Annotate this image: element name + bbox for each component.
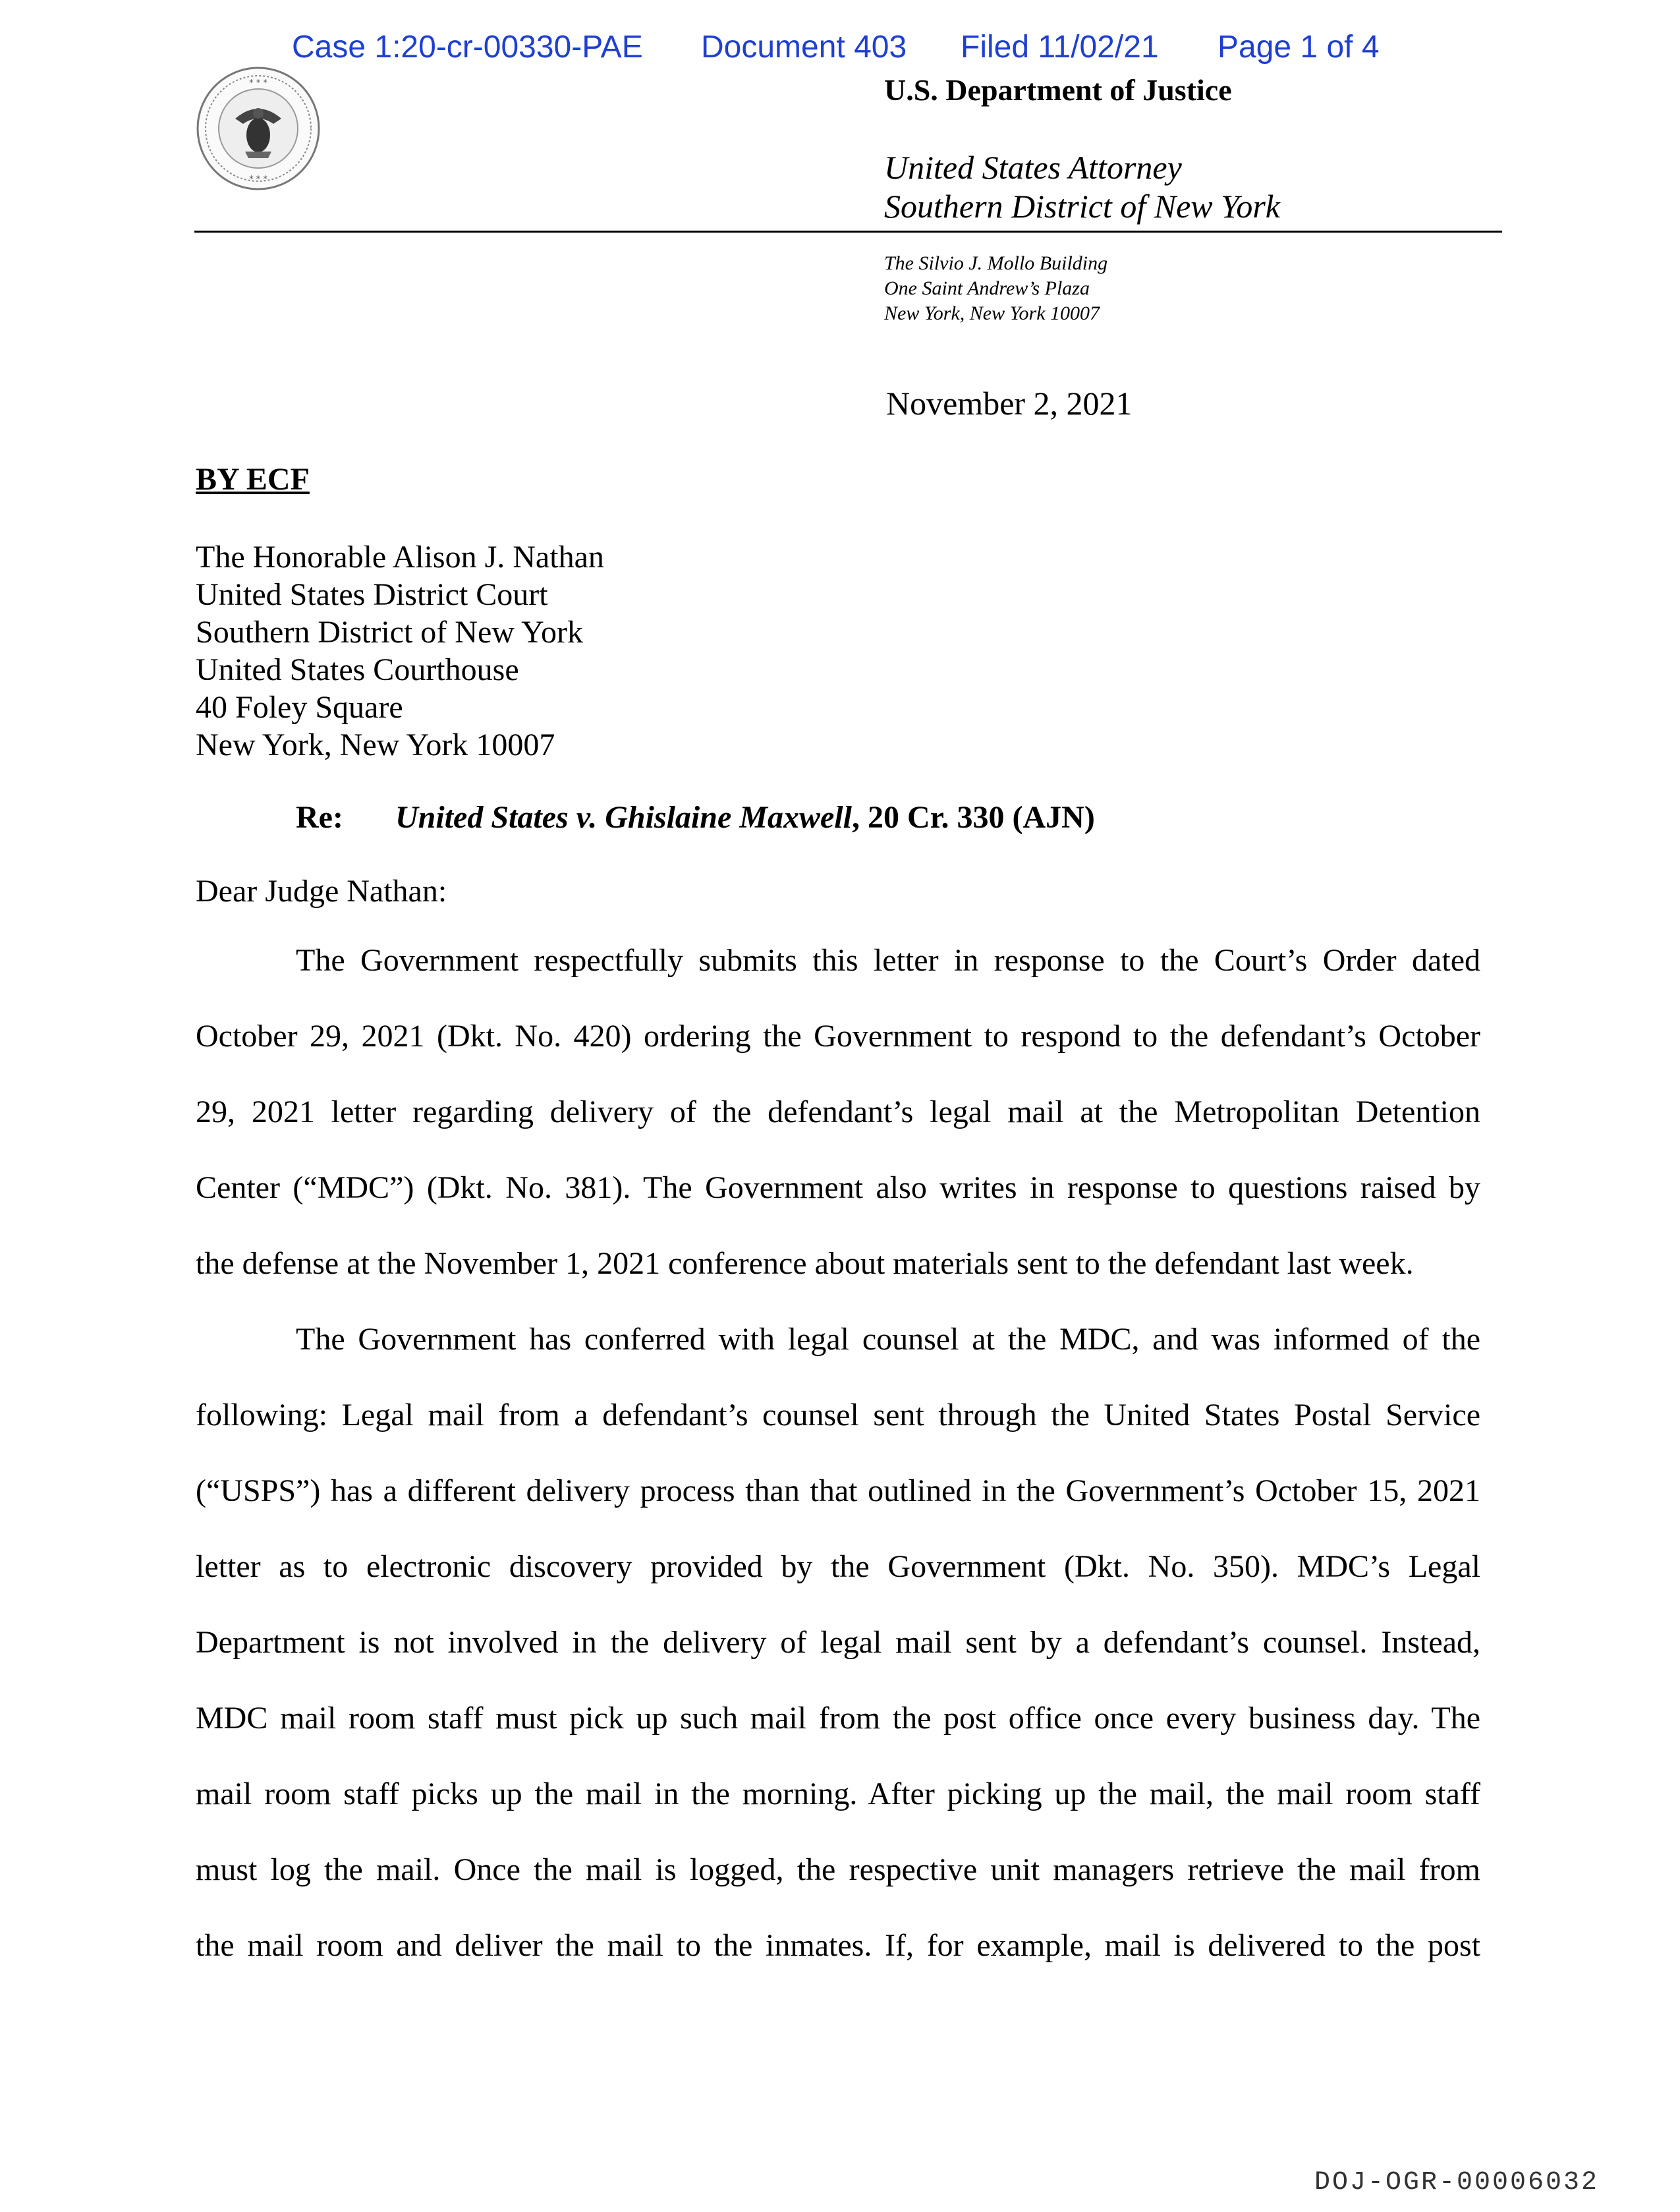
department-name: U.S. Department of Justice [884,73,1232,107]
case-citation: , 20 Cr. 330 (AJN) [851,800,1095,835]
document-number: Document 403 [701,30,907,65]
addressee-line: United States District Court [196,577,548,612]
delivery-method: BY ECF [196,462,310,497]
body-line: 29, 2021 letter regarding delivery of the defendant’s legal mail at the Metropolitan Detention [196,1094,1480,1129]
re-subject [395,799,1095,836]
doj-seal-icon [196,66,321,191]
address-line: The Silvio J. Mollo Building [884,252,1108,274]
addressee-line: Southern District of New York [196,615,583,650]
body-line: Department is not involved in the delivery of legal mail sent by a defendant’s counsel. Instead, [196,1625,1480,1660]
body-line: mail room staff picks up the mail in the morning. After picking up the mail, the mail room staff [196,1776,1480,1811]
filed-date: Filed 11/02/21 [961,30,1159,65]
body-line: must log the mail. Once the mail is logged, the respective unit managers retrieve the mail from [196,1852,1480,1887]
re-label: Re: [296,800,343,835]
bates-number: DOJ-OGR-00006032 [1314,2168,1600,2198]
svg-text:* * *: * * * [249,175,267,184]
body-line: (“USPS”) has a different delivery process than that outlined in the Government’s October 15, 2021 [196,1473,1480,1508]
body-line: following: Legal mail from a defendant’s counsel sent through the United States Postal Service [196,1398,1480,1432]
address-line: New York, New York 10007 [884,302,1100,324]
addressee-line: United States Courthouse [196,652,519,687]
body-line: October 29, 2021 (Dkt. No. 420) ordering the Government to respond to the defendant’s October [196,1019,1480,1054]
case-name: United States v. Ghislaine Maxwell [395,800,852,835]
office-district: Southern District of New York [884,188,1280,225]
body-line: MDC mail room staff must pick up such mail from the post office once every business day. The [196,1701,1480,1736]
salutation: Dear Judge Nathan: [196,874,447,909]
office-title: United States Attorney [884,149,1182,186]
address-line: One Saint Andrew’s Plaza [884,277,1090,299]
letter-date: November 2, 2021 [886,385,1133,422]
body-line: the defense at the November 1, 2021 conference about materials sent to the defendant last week. [196,1246,1414,1281]
letterhead-rule [194,231,1502,233]
body-line: The Government respectfully submits this letter in response to the Court’s Order dated [296,943,1480,978]
addressee-line: New York, New York 10007 [196,727,555,762]
body-line: letter as to electronic discovery provided by the Government (Dkt. No. 350). MDC’s Legal [196,1549,1480,1584]
svg-text:* * *: * * * [249,78,267,88]
addressee-line: 40 Foley Square [196,690,403,725]
page-count: Page 1 of 4 [1218,30,1380,65]
addressee-line: The Honorable Alison J. Nathan [196,540,604,575]
body-line: Center (“MDC”) (Dkt. No. 381). The Government also writes in response to questions raised by [196,1170,1480,1205]
body-line: The Government has conferred with legal counsel at the MDC, and was informed of the [296,1322,1480,1357]
body-line: the mail room and deliver the mail to the inmates. If, for example, mail is delivered to the post [196,1928,1480,1963]
case-number: Case 1:20-cr-00330-PAE [292,30,643,65]
